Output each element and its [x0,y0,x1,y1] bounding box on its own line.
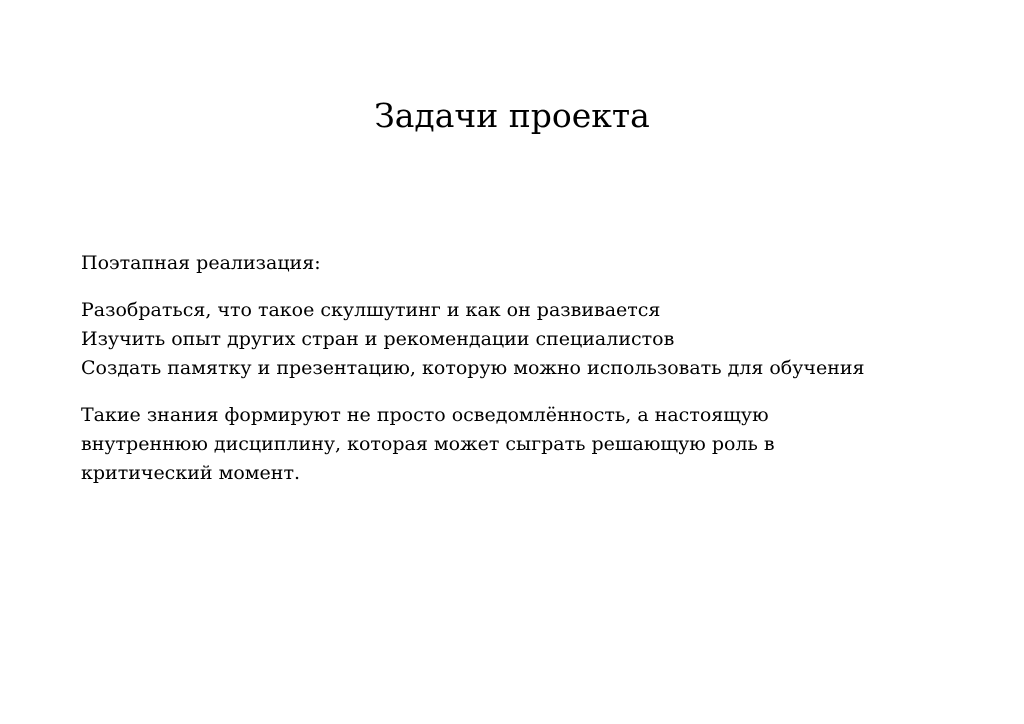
conclusion-line: критический момент. [81,462,301,484]
step-item: Создать памятку и презентацию, которую можно использовать для обучения [81,357,865,379]
conclusion-line: Такие знания формируют не просто осведомлённость, а настоящую [81,404,769,426]
slide-title: Задачи проекта [374,96,650,135]
step-item: Изучить опыт других стран и рекомендации специалистов [81,328,675,350]
intro-text: Поэтапная реализация: [81,252,321,274]
conclusion-line: внутреннюю дисциплину, которая может сыграть решающую роль в [81,433,775,455]
step-item: Разобраться, что такое скулшутинг и как он развивается [81,299,661,321]
slide-body [81,249,961,488]
steps-list [81,296,961,383]
conclusion-paragraph [81,401,961,488]
